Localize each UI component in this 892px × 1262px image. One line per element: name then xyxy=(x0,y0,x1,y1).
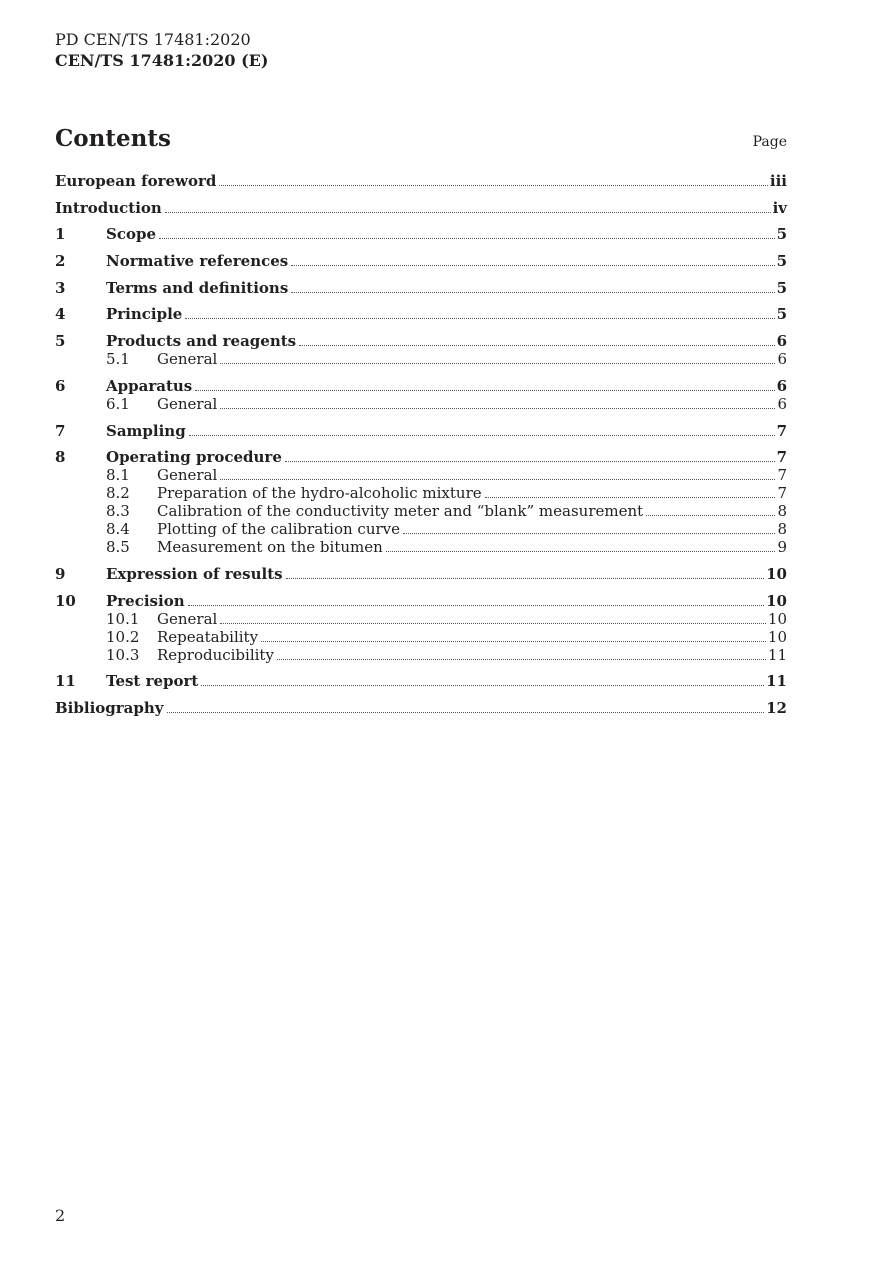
toc-entry-page: 10 xyxy=(767,627,787,646)
toc-entry-page: 10 xyxy=(766,591,787,610)
toc-entry[interactable] xyxy=(55,592,787,610)
toc-entry-title: Normative references xyxy=(106,252,289,271)
dot-leader xyxy=(277,658,766,660)
toc-entry-page: 6 xyxy=(776,332,787,351)
toc-entry[interactable] xyxy=(55,672,787,690)
toc-entry[interactable] xyxy=(55,305,787,323)
toc-subentry[interactable] xyxy=(55,646,787,664)
toc-subentry[interactable] xyxy=(55,538,787,556)
toc-entry-title: Repeatability xyxy=(157,627,259,646)
toc-subentry[interactable] xyxy=(55,520,787,538)
toc-entry-page: 10 xyxy=(767,609,787,628)
toc-subentry[interactable] xyxy=(55,610,787,628)
toc-subentry[interactable] xyxy=(55,628,787,646)
toc-entry-title: Introduction xyxy=(55,198,162,217)
dot-leader xyxy=(220,362,775,364)
toc-entry-page: 7 xyxy=(776,421,787,440)
dot-leader xyxy=(159,237,775,239)
dot-leader xyxy=(291,291,774,293)
toc-entry-number: 8.3 xyxy=(106,502,130,521)
dot-leader xyxy=(386,550,776,552)
toc-entry-number: 11 xyxy=(55,672,76,691)
toc-entry-number: 8.5 xyxy=(106,538,130,557)
toc-entry-number: 10.1 xyxy=(106,609,140,628)
dot-leader xyxy=(485,496,776,498)
toc-entry-page: 8 xyxy=(777,520,787,539)
toc-entry[interactable] xyxy=(55,448,787,466)
toc-entry-number: 3 xyxy=(55,278,66,297)
toc-entry[interactable] xyxy=(55,565,787,583)
toc-entry-page: 9 xyxy=(777,538,787,557)
dot-leader xyxy=(286,577,765,579)
dot-leader xyxy=(167,711,765,713)
toc-entry-page: 6 xyxy=(777,394,787,413)
document-id-language: CEN/TS 17481:2020 (E) xyxy=(55,51,269,70)
dot-leader xyxy=(291,264,774,266)
toc-entry-title: Plotting of the calibration curve xyxy=(157,520,401,539)
toc-entry-number: 4 xyxy=(55,305,66,324)
dot-leader xyxy=(201,684,764,686)
toc-entry-title: Expression of results xyxy=(106,564,283,583)
document-id: PD CEN/TS 17481:2020 xyxy=(55,30,251,49)
toc-entry[interactable] xyxy=(55,252,787,270)
toc-entry-page: 8 xyxy=(777,502,787,521)
toc-entry-number: 5.1 xyxy=(106,350,130,369)
dot-leader xyxy=(403,532,775,534)
toc-entry-title: Preparation of the hydro-alcoholic mixture xyxy=(157,484,482,503)
toc-subentry[interactable] xyxy=(55,350,787,368)
dot-leader xyxy=(285,460,775,462)
dot-leader xyxy=(185,317,774,319)
toc-entry-title: Reproducibility xyxy=(157,645,274,664)
toc-entry-number: 10.2 xyxy=(106,627,140,646)
toc-entry[interactable] xyxy=(55,225,787,243)
toc-entry-number: 6.1 xyxy=(106,394,130,413)
dot-leader xyxy=(188,604,765,606)
toc-entry[interactable] xyxy=(55,172,787,190)
toc-entry-title: Apparatus xyxy=(106,376,193,395)
dot-leader xyxy=(261,640,766,642)
toc-entry-title: Calibration of the conductivity meter and “blank” measurement xyxy=(157,502,644,521)
toc-entry-title: Operating procedure xyxy=(106,448,282,467)
toc-entry-title: General xyxy=(157,394,218,413)
table-of-contents xyxy=(55,172,787,717)
page-number: 2 xyxy=(55,1206,66,1225)
toc-entry-title: Scope xyxy=(106,225,157,244)
toc-entry-page: 12 xyxy=(766,698,787,717)
toc-entry-number: 6 xyxy=(55,376,66,395)
toc-entry[interactable] xyxy=(55,199,787,217)
toc-entry-title: General xyxy=(157,350,218,369)
toc-entry[interactable] xyxy=(55,422,787,440)
toc-entry-page: 7 xyxy=(777,466,787,485)
toc-subentry[interactable] xyxy=(55,502,787,520)
toc-entry-number: 1 xyxy=(55,225,66,244)
toc-entry[interactable] xyxy=(55,279,787,297)
toc-entry[interactable] xyxy=(55,377,787,395)
dot-leader xyxy=(220,622,766,624)
toc-entry-title: Bibliography xyxy=(55,698,164,717)
toc-subentry[interactable] xyxy=(55,466,787,484)
toc-entry-number: 8.2 xyxy=(106,484,130,503)
toc-entry[interactable] xyxy=(55,699,787,717)
toc-entry-title: Measurement on the bitumen xyxy=(157,538,383,557)
toc-entry-page: 6 xyxy=(777,350,787,369)
dot-leader xyxy=(219,184,768,186)
toc-entry-number: 7 xyxy=(55,421,66,440)
toc-subentry[interactable] xyxy=(55,484,787,502)
toc-entry-title: Principle xyxy=(106,305,183,324)
toc-entry-page: iv xyxy=(772,198,787,217)
toc-entry-page: iii xyxy=(769,172,787,190)
dot-leader xyxy=(220,478,775,480)
toc-entry-number: 8 xyxy=(55,448,66,467)
toc-entry-number: 5 xyxy=(55,332,66,351)
toc-entry-page: 6 xyxy=(776,376,787,395)
toc-entry-number: 8.1 xyxy=(106,466,130,485)
toc-entry-title: General xyxy=(157,609,218,628)
dot-leader xyxy=(165,211,771,213)
dot-leader xyxy=(299,344,774,346)
toc-entry-page: 11 xyxy=(767,645,787,664)
toc-entry-page: 5 xyxy=(776,305,787,324)
contents-heading: Contents xyxy=(55,125,171,152)
toc-entry-page: 7 xyxy=(776,448,787,467)
toc-entry-title: Precision xyxy=(106,591,185,610)
toc-entry-title: Products and reagents xyxy=(106,332,297,351)
toc-entry-title: General xyxy=(157,466,218,485)
toc-entry-page: 11 xyxy=(766,672,787,691)
toc-entry-number: 2 xyxy=(55,252,66,271)
toc-entry-number: 10.3 xyxy=(106,645,140,664)
toc-entry-page: 5 xyxy=(776,225,787,244)
toc-entry-number: 10 xyxy=(55,591,76,610)
toc-entry[interactable] xyxy=(55,332,787,350)
page-column-label: Page xyxy=(752,134,787,150)
toc-entry-title: European foreword xyxy=(55,172,217,190)
toc-entry-title: Terms and definitions xyxy=(106,278,289,297)
toc-entry-title: Test report xyxy=(106,672,199,691)
dot-leader xyxy=(195,389,774,391)
toc-entry-number: 8.4 xyxy=(106,520,130,539)
toc-entry-number: 9 xyxy=(55,564,66,583)
toc-subentry[interactable] xyxy=(55,395,787,413)
dot-leader xyxy=(220,407,775,409)
toc-entry-title: Sampling xyxy=(106,421,186,440)
toc-entry-page: 5 xyxy=(776,278,787,297)
toc-entry-page: 7 xyxy=(777,484,787,503)
dot-leader xyxy=(189,434,775,436)
toc-entry-page: 10 xyxy=(766,564,787,583)
dot-leader xyxy=(646,514,775,516)
toc-entry-page: 5 xyxy=(776,252,787,271)
